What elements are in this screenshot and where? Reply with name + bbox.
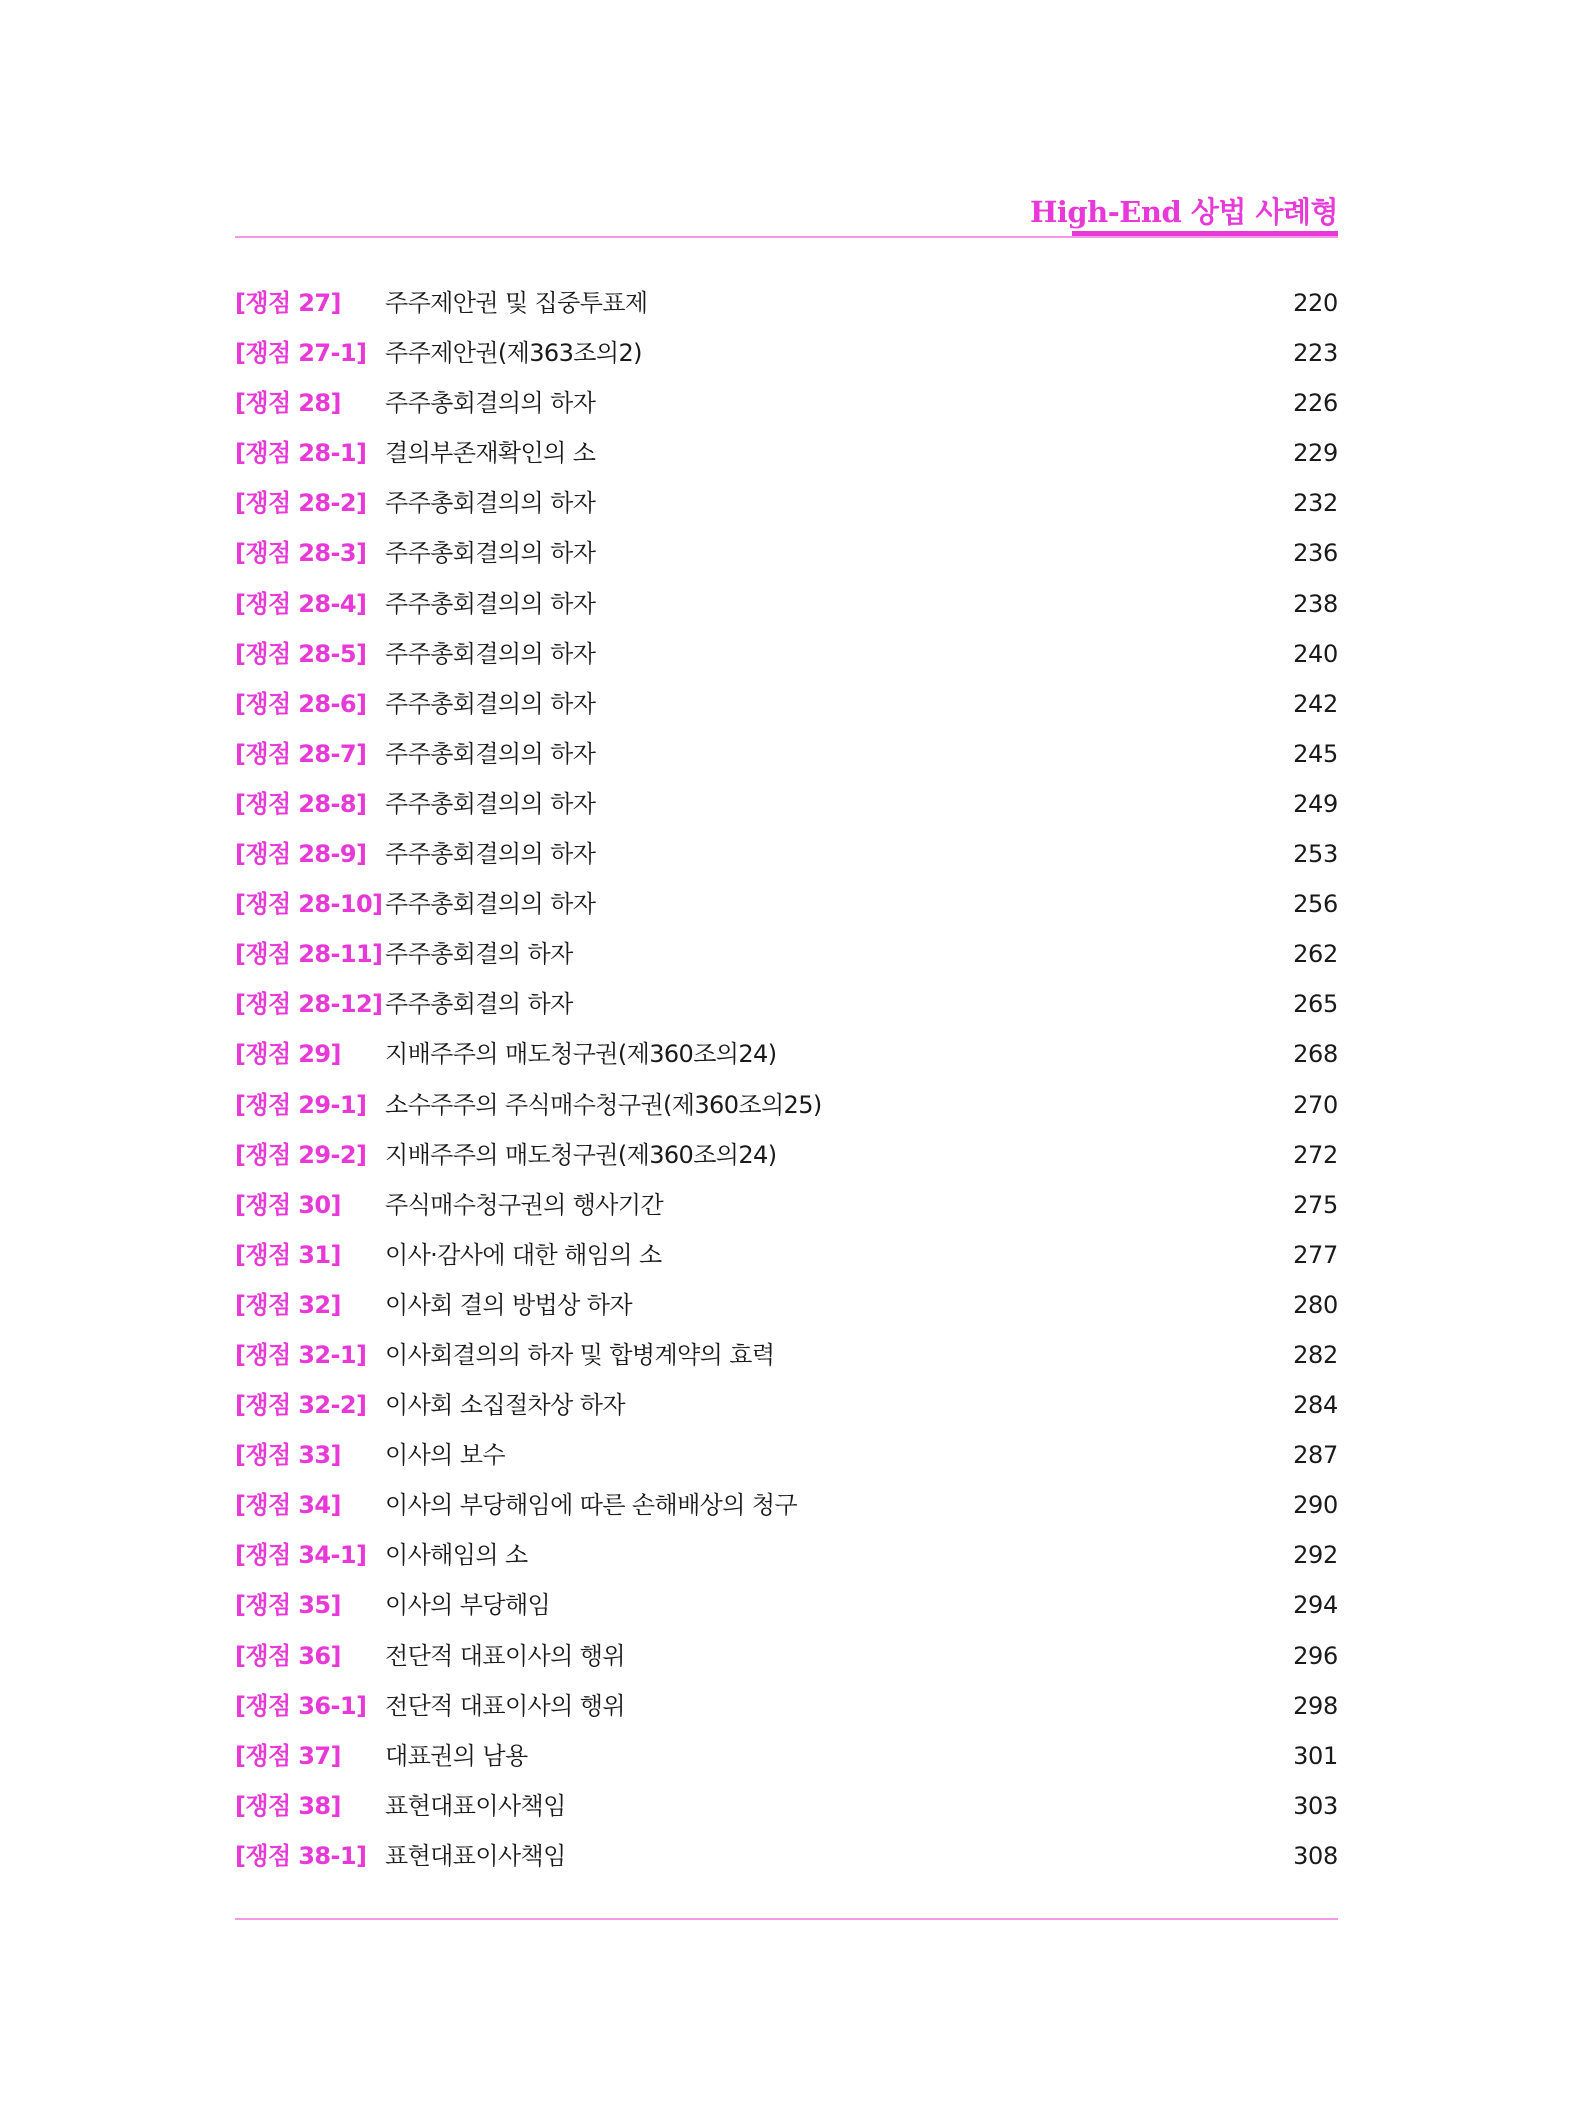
toc-entry-title: 대표권의 남용 xyxy=(385,1741,528,1770)
toc-entry xyxy=(235,1430,1338,1480)
toc-entry xyxy=(235,1530,1338,1580)
toc-entry-title: 주주총회결의의 하자 xyxy=(385,639,596,668)
toc-entry-page-number: 298 xyxy=(1293,1691,1338,1720)
toc-entry xyxy=(235,1130,1338,1180)
toc-entry-title: 주주총회결의의 하자 xyxy=(385,539,596,568)
toc-entry xyxy=(235,378,1338,428)
toc-entry-label: [쟁점 28-12] xyxy=(235,990,383,1019)
toc-entry xyxy=(235,729,1338,779)
toc-entry xyxy=(235,579,1338,629)
toc-entry xyxy=(235,1781,1338,1831)
toc-entry xyxy=(235,1080,1338,1130)
toc-entry-label: [쟁점 38-1] xyxy=(235,1841,367,1870)
toc-entry xyxy=(235,1731,1338,1781)
toc-entry-label: [쟁점 34] xyxy=(235,1491,341,1520)
toc-entry-page-number: 242 xyxy=(1293,689,1338,718)
toc-entry-label: [쟁점 38] xyxy=(235,1791,341,1820)
toc-entry-title: 결의부존재확인의 소 xyxy=(385,439,596,468)
toc-entry xyxy=(235,1631,1338,1681)
toc-entry-title: 이사의 부당해임 xyxy=(385,1591,551,1620)
toc-entry-page-number: 303 xyxy=(1293,1791,1338,1820)
toc-entry-title: 이사의 보수 xyxy=(385,1441,505,1470)
toc-entry-page-number: 256 xyxy=(1293,890,1338,919)
toc-entry-page-number: 253 xyxy=(1293,840,1338,869)
toc-entry xyxy=(235,1330,1338,1380)
toc-entry xyxy=(235,1380,1338,1430)
toc-entry-title: 표현대표이사책임 xyxy=(385,1791,566,1820)
toc-entry xyxy=(235,929,1338,979)
toc-entry xyxy=(235,428,1338,478)
toc-entry-label: [쟁점 28-7] xyxy=(235,739,367,768)
toc-entry-label: [쟁점 27-1] xyxy=(235,339,367,368)
toc-entry-title: 전단적 대표이사의 행위 xyxy=(385,1641,625,1670)
toc-entry-label: [쟁점 28-4] xyxy=(235,589,367,618)
toc-entry xyxy=(235,1180,1338,1230)
toc-entry-page-number: 284 xyxy=(1293,1391,1338,1420)
toc-entry-label: [쟁점 34-1] xyxy=(235,1541,367,1570)
toc-entry xyxy=(235,679,1338,729)
toc-entry-label: [쟁점 29] xyxy=(235,1040,341,1069)
toc-entry-label: [쟁점 36-1] xyxy=(235,1691,367,1720)
toc-entry-title: 전단적 대표이사의 행위 xyxy=(385,1691,625,1720)
toc-entry-title: 주주총회결의의 하자 xyxy=(385,489,596,518)
toc-entry-title: 주주제안권 및 집중투표제 xyxy=(385,289,648,317)
toc-entry-page-number: 292 xyxy=(1293,1541,1338,1570)
toc-entry-page-number: 245 xyxy=(1293,739,1338,768)
toc-entry-page-number: 294 xyxy=(1293,1591,1338,1620)
toc-entry-page-number: 275 xyxy=(1293,1190,1338,1219)
footer-divider xyxy=(235,1918,1338,1920)
toc-entry xyxy=(235,1480,1338,1530)
toc-entry-title: 주주총회결의의 하자 xyxy=(385,840,596,869)
toc-entry xyxy=(235,278,1338,328)
toc-entry xyxy=(235,829,1338,879)
toc-entry-title: 이사회 소집절차상 하자 xyxy=(385,1391,625,1420)
toc-entry-label: [쟁점 28-1] xyxy=(235,439,367,468)
toc-entry-label: [쟁점 29-2] xyxy=(235,1140,367,1169)
table-of-contents xyxy=(235,278,1338,1881)
toc-entry-page-number: 287 xyxy=(1293,1441,1338,1470)
running-header-title: High-End 상법 사례형 xyxy=(1029,195,1338,229)
toc-entry-page-number: 240 xyxy=(1293,639,1338,668)
toc-entry-page-number: 236 xyxy=(1293,539,1338,568)
toc-entry-page-number: 262 xyxy=(1293,940,1338,969)
toc-entry-label: [쟁점 28-9] xyxy=(235,840,367,869)
toc-entry-title: 주주총회결의의 하자 xyxy=(385,389,596,418)
toc-entry-page-number: 301 xyxy=(1293,1741,1338,1770)
toc-entry-page-number: 277 xyxy=(1293,1240,1338,1269)
toc-entry-page-number: 282 xyxy=(1293,1340,1338,1369)
toc-entry-title: 지배주주의 매도청구권(제360조의24) xyxy=(385,1040,777,1069)
toc-entry-label: [쟁점 30] xyxy=(235,1190,341,1219)
toc-entry xyxy=(235,1831,1338,1881)
toc-entry-title: 이사·감사에 대한 해임의 소 xyxy=(385,1240,662,1269)
toc-entry-page-number: 270 xyxy=(1293,1090,1338,1119)
toc-entry-label: [쟁점 29-1] xyxy=(235,1090,367,1119)
toc-entry-title: 이사회결의의 하자 및 합병계약의 효력 xyxy=(385,1340,775,1369)
toc-entry-title: 이사의 부당해임에 따른 손해배상의 청구 xyxy=(385,1491,798,1520)
toc-entry-label: [쟁점 32-1] xyxy=(235,1340,367,1369)
toc-entry-label: [쟁점 28-11] xyxy=(235,940,383,969)
toc-entry-page-number: 308 xyxy=(1293,1841,1338,1870)
header-divider xyxy=(235,236,1338,238)
toc-entry-page-number: 290 xyxy=(1293,1491,1338,1520)
toc-entry-page-number: 226 xyxy=(1293,389,1338,418)
toc-entry-title: 표현대표이사책임 xyxy=(385,1841,566,1870)
toc-entry-page-number: 229 xyxy=(1293,439,1338,468)
toc-entry xyxy=(235,478,1338,528)
toc-entry-label: [쟁점 27] xyxy=(235,289,341,317)
toc-entry-title: 이사해임의 소 xyxy=(385,1541,528,1570)
toc-entry-page-number: 238 xyxy=(1293,589,1338,618)
toc-entry-title: 주주총회결의의 하자 xyxy=(385,890,596,919)
toc-entry-title: 주주총회결의의 하자 xyxy=(385,589,596,618)
toc-entry-title: 주주총회결의의 하자 xyxy=(385,789,596,818)
toc-entry-title: 소수주주의 주식매수청구권(제360조의25) xyxy=(385,1090,822,1119)
toc-entry xyxy=(235,528,1338,578)
toc-entry-page-number: 220 xyxy=(1293,289,1338,317)
toc-entry-label: [쟁점 28-6] xyxy=(235,689,367,718)
toc-entry-label: [쟁점 32] xyxy=(235,1290,341,1319)
toc-entry-label: [쟁점 28-3] xyxy=(235,539,367,568)
toc-entry-label: [쟁점 28-8] xyxy=(235,789,367,818)
toc-entry-page-number: 272 xyxy=(1293,1140,1338,1169)
toc-entry-page-number: 249 xyxy=(1293,789,1338,818)
toc-entry-title: 주주제안권(제363조의2) xyxy=(385,339,642,368)
toc-entry xyxy=(235,779,1338,829)
toc-entry xyxy=(235,979,1338,1029)
toc-entry-title: 주식매수청구권의 행사기간 xyxy=(385,1190,664,1219)
toc-entry-title: 주주총회결의의 하자 xyxy=(385,739,596,768)
toc-entry-label: [쟁점 28-2] xyxy=(235,489,367,518)
toc-entry xyxy=(235,629,1338,679)
toc-entry-title: 이사회 결의 방법상 하자 xyxy=(385,1290,632,1319)
toc-entry-page-number: 280 xyxy=(1293,1290,1338,1319)
toc-entry-label: [쟁점 36] xyxy=(235,1641,341,1670)
toc-entry-label: [쟁점 35] xyxy=(235,1591,341,1620)
toc-entry-title: 지배주주의 매도청구권(제360조의24) xyxy=(385,1140,777,1169)
toc-entry-page-number: 232 xyxy=(1293,489,1338,518)
toc-entry-page-number: 296 xyxy=(1293,1641,1338,1670)
toc-entry-label: [쟁점 32-2] xyxy=(235,1391,367,1420)
toc-entry-page-number: 265 xyxy=(1293,990,1338,1019)
toc-entry-label: [쟁점 28] xyxy=(235,389,341,418)
toc-entry xyxy=(235,1029,1338,1079)
toc-entry-page-number: 223 xyxy=(1293,339,1338,368)
toc-entry-label: [쟁점 31] xyxy=(235,1240,341,1269)
toc-entry xyxy=(235,879,1338,929)
toc-entry xyxy=(235,1280,1338,1330)
toc-entry-label: [쟁점 28-5] xyxy=(235,639,367,668)
toc-entry-label: [쟁점 28-10] xyxy=(235,890,383,919)
toc-entry-title: 주주총회결의의 하자 xyxy=(385,689,596,718)
toc-entry xyxy=(235,1230,1338,1280)
toc-entry-title: 주주총회결의 하자 xyxy=(385,940,573,969)
toc-entry xyxy=(235,1580,1338,1630)
toc-entry-label: [쟁점 33] xyxy=(235,1441,341,1470)
toc-entry-label: [쟁점 37] xyxy=(235,1741,341,1770)
toc-entry-title: 주주총회결의 하자 xyxy=(385,990,573,1019)
toc-entry xyxy=(235,328,1338,378)
toc-entry xyxy=(235,1681,1338,1731)
toc-entry-page-number: 268 xyxy=(1293,1040,1338,1069)
